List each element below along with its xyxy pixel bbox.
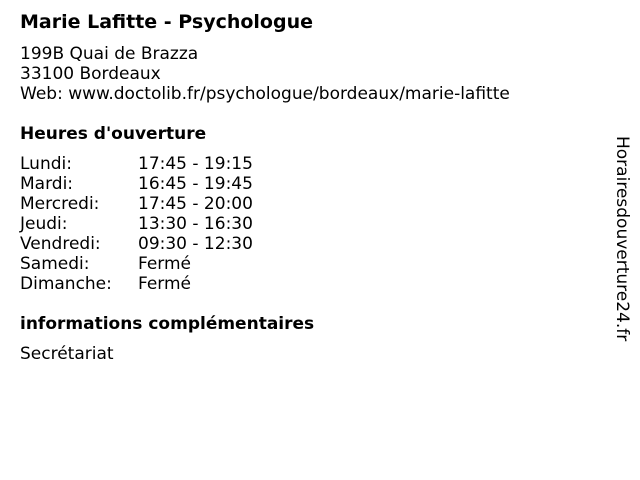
hours-value: 09:30 - 12:30 bbox=[138, 234, 253, 254]
day-label: Jeudi: bbox=[20, 214, 68, 234]
hours-value: 17:45 - 19:15 bbox=[138, 154, 253, 174]
day-label: Dimanche: bbox=[20, 274, 112, 294]
hours-value: 17:45 - 20:00 bbox=[138, 194, 253, 214]
day-label: Vendredi: bbox=[20, 234, 101, 254]
street-address: 199B Quai de Brazza bbox=[20, 44, 199, 64]
website-link[interactable]: Web: www.doctolib.fr/psychologue/bordeaux/marie-lafitte bbox=[20, 84, 510, 104]
hours-value: 16:45 - 19:45 bbox=[138, 174, 253, 194]
opening-hours-heading: Heures d'ouverture bbox=[20, 124, 207, 144]
address-block bbox=[20, 44, 510, 104]
hours-value: 13:30 - 16:30 bbox=[138, 214, 253, 234]
city-address: 33100 Bordeaux bbox=[20, 64, 161, 84]
day-label: Mercredi: bbox=[20, 194, 100, 214]
day-label: Samedi: bbox=[20, 254, 90, 274]
additional-info-heading: informations complémentaires bbox=[20, 314, 315, 334]
watermark-text: Horairesdouverture24.fr bbox=[612, 136, 632, 342]
day-label: Mardi: bbox=[20, 174, 74, 194]
day-label: Lundi: bbox=[20, 154, 72, 174]
page-title: Marie Lafitte - Psychologue bbox=[20, 11, 313, 33]
hours-value: Fermé bbox=[138, 254, 192, 274]
additional-info-text: Secrétariat bbox=[20, 344, 114, 364]
hours-value: Fermé bbox=[138, 274, 192, 294]
